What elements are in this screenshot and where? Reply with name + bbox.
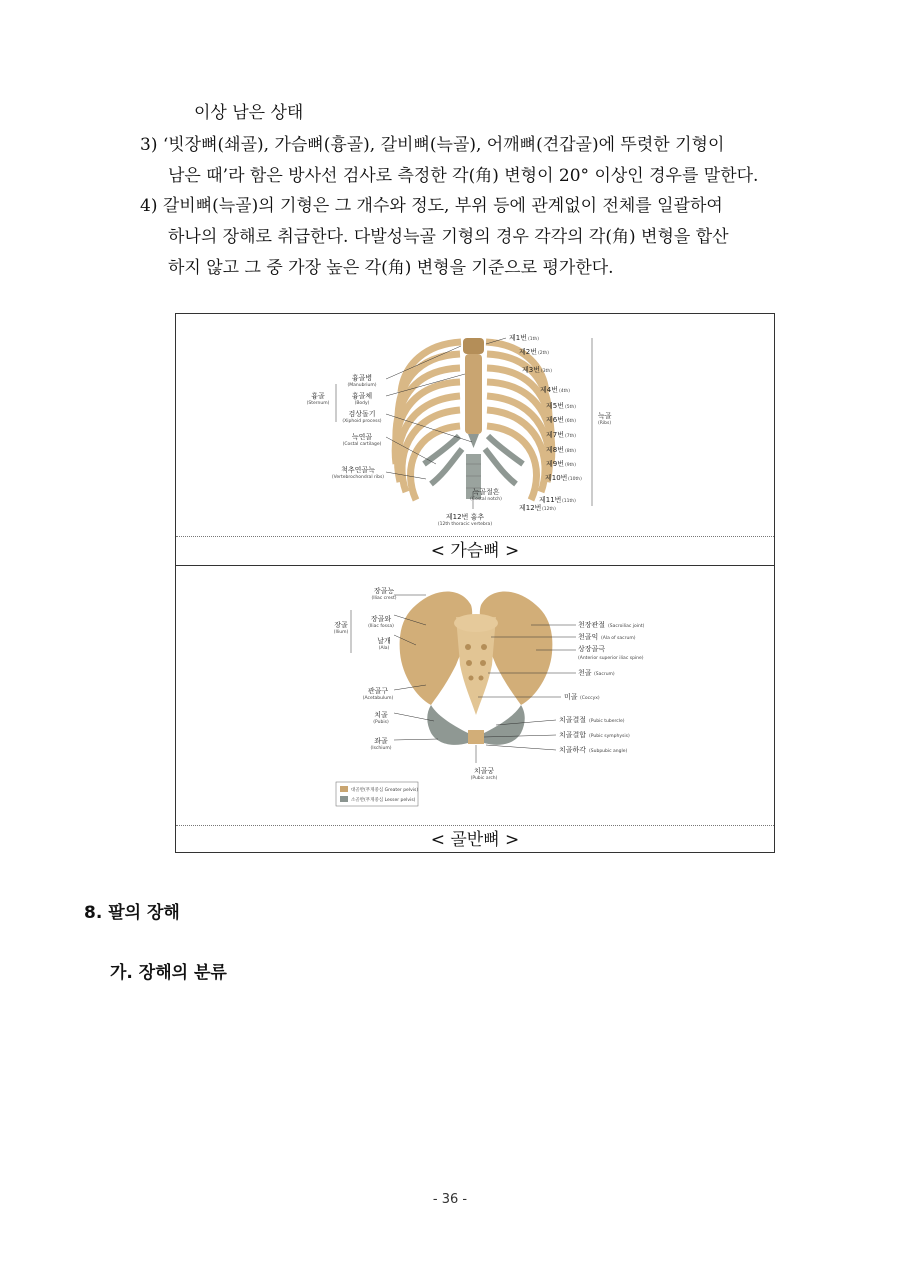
label-rib-3: 제3번 <box>522 366 540 374</box>
label-rib-2: 제2번 <box>519 348 537 356</box>
section-heading-arm-disability: 8. 팔의 장해 <box>84 903 180 923</box>
label-manubrium-en: (Manubrium) <box>347 383 377 388</box>
label-rib-4-en: (4th) <box>559 389 570 394</box>
label-rib-10-en: (10th) <box>568 477 582 482</box>
label-acetabulum: 관골구 <box>367 687 389 695</box>
paragraph-continuation: 이상 남은 상태 <box>194 103 304 123</box>
anatomy-figure <box>175 313 775 853</box>
label-subpubic-angle-en: (Subpubic angle) <box>589 749 628 754</box>
label-asis-en: (Anterior superior iliac spine) <box>578 656 644 661</box>
label-sacrum: 천골 <box>578 669 592 677</box>
label-coccyx-en: (Coccyx) <box>580 696 600 701</box>
label-ala-en: (Ala) <box>378 646 390 651</box>
label-sacroiliac: 천장관절 <box>578 621 606 629</box>
label-acetabulum-en: (Acetabulum) <box>362 696 394 701</box>
label-rib-1-en: (1th) <box>528 337 539 342</box>
label-iliac-fossa: 장골와 <box>370 615 392 623</box>
label-ala: 날개 <box>377 637 391 645</box>
label-rib-12-en: (12th) <box>542 507 556 512</box>
label-manubrium: 흉골병 <box>351 374 373 382</box>
pelvis-caption: < 골반뼈 > <box>176 825 774 854</box>
label-rib-11-en: (11th) <box>562 499 576 504</box>
label-rib-12: 제12번 <box>519 504 542 512</box>
label-rib-10: 제10번 <box>545 474 568 482</box>
label-pubic-symphysis: 치골결합 <box>559 731 587 739</box>
label-ala-sacrum: 천골익 <box>578 633 599 641</box>
label-pubic-arch: 치골궁 <box>473 767 495 775</box>
label-ilium-en: (Ilium) <box>333 630 349 635</box>
label-costal-cartilage: 늑연골 <box>351 433 373 441</box>
legend-lesser-pelvis: 소골반(무게중심 Lesser pelvis) <box>351 798 416 803</box>
label-12th-vertebra: 제12번 흉추 <box>445 513 485 521</box>
label-ischium-en: (Ischium) <box>370 746 392 751</box>
label-ala-sacrum-en: (Ala of sacrum) <box>601 636 636 641</box>
label-coccyx: 미골 <box>564 693 578 701</box>
label-sternum: 흉골 <box>311 392 325 400</box>
label-iliac-fossa-en: (Iliac fossa) <box>368 624 394 629</box>
label-sacroiliac-en: (Sacroiliac joint) <box>608 624 645 629</box>
rib-cage-illustration <box>176 314 774 536</box>
label-costal-notch: 늑골절흔 <box>472 488 500 496</box>
pelvis-panel <box>176 565 774 825</box>
label-sternum-body: 흉골체 <box>351 392 373 400</box>
label-costal-cartilage-en: (Costal cartilage) <box>342 442 382 447</box>
pelvis-drawing <box>400 592 553 745</box>
rib-cage-drawing <box>395 338 552 500</box>
paragraph-item-3-line1: 3) ‘빗장뼈(쇄골), 가슴뼈(흉골), 갈비뼈(늑골), 어깨뼈(견갑골)에 뚜렷한 기형이 <box>140 135 725 155</box>
label-pubic-tubercle: 치골결절 <box>559 716 587 724</box>
label-xiphoid-en: (Xiphoid process) <box>342 419 382 424</box>
label-rib-1: 제1번 <box>509 334 527 342</box>
paragraph-item-3-line2: 남은 때’라 함은 방사선 검사로 측정한 각(角) 변형이 20° 이상인 경우를 말한다. <box>168 166 759 186</box>
label-rib-11: 제11번 <box>539 496 562 504</box>
label-ilium: 장골 <box>334 621 348 629</box>
label-rib-7-en: (7th) <box>565 434 576 439</box>
label-vertebrochondral-en: (Vertebrochondral ribs) <box>331 475 385 480</box>
label-pubis: 치골 <box>374 711 388 719</box>
legend-swatch-lesser <box>340 796 348 802</box>
label-sternum-body-en: (Body) <box>354 401 370 406</box>
subsection-heading-classification: 가. 장해의 분류 <box>110 963 227 983</box>
paragraph-item-4-line3: 하지 않고 그 중 가장 높은 각(角) 변형을 기준으로 평가한다. <box>168 258 614 278</box>
label-asis: 상장골극 <box>578 645 606 653</box>
label-iliac-crest: 장골능 <box>373 587 395 595</box>
label-pubic-symphysis-en: (Pubic symphysis) <box>589 734 630 739</box>
label-rib-5: 제5번 <box>546 402 564 410</box>
label-sternum-en: (Sternum) <box>306 401 330 406</box>
legend-swatch-greater <box>340 786 348 792</box>
label-rib-9: 제9번 <box>546 460 564 468</box>
label-pubis-en: (Pubis) <box>373 720 389 725</box>
label-costal-notch-en: (Costal notch) <box>470 497 502 502</box>
label-ribs: 늑골 <box>598 412 612 420</box>
label-rib-7: 제7번 <box>546 431 564 439</box>
paragraph-item-4-line2: 하나의 장해로 취급한다. 다발성늑골 기형의 경우 각각의 각(角) 변형을 합산 <box>168 227 729 247</box>
label-pubic-tubercle-en: (Pubic tubercle) <box>589 719 625 724</box>
label-rib-8: 제8번 <box>546 446 564 454</box>
label-rib-5-en: (5th) <box>565 405 576 410</box>
label-rib-9-en: (9th) <box>565 463 576 468</box>
paragraph-item-3 <box>140 130 820 192</box>
label-pubic-arch-en: (Pubic arch) <box>470 776 498 781</box>
pelvis-illustration <box>176 565 774 825</box>
label-iliac-crest-en: (Iliac crest) <box>371 596 397 601</box>
label-sacrum-en: (Sacrum) <box>594 672 615 677</box>
label-rib-4: 제4번 <box>540 386 558 394</box>
chest-caption: < 가슴뼈 > <box>176 536 774 566</box>
label-xiphoid: 검상돌기 <box>348 410 376 418</box>
label-rib-6: 제6번 <box>546 416 564 424</box>
label-rib-2-en: (2th) <box>538 351 549 356</box>
paragraph-item-4-line1: 4) 갈비뼈(늑골)의 기형은 그 개수와 정도, 부위 등에 관계없이 전체를 일괄하여 <box>140 196 723 216</box>
label-rib-6-en: (6th) <box>565 419 576 424</box>
paragraph-item-4 <box>140 191 820 284</box>
label-ribs-en: (Ribs) <box>598 421 612 426</box>
chest-panel <box>176 314 774 536</box>
label-rib-3-en: (3th) <box>541 369 552 374</box>
label-rib-8-en: (8th) <box>565 449 576 454</box>
label-ischium: 좌골 <box>374 737 388 745</box>
label-vertebrochondral: 척추연골늑 <box>341 466 375 474</box>
label-12th-vertebra-en: (12th thoracic vertebra) <box>437 522 493 527</box>
legend-greater-pelvis: 대골반(무게중심 Greater pelvis) <box>351 788 419 793</box>
page-number: - 36 - <box>432 1192 468 1207</box>
label-subpubic-angle: 치골하각 <box>559 746 587 754</box>
